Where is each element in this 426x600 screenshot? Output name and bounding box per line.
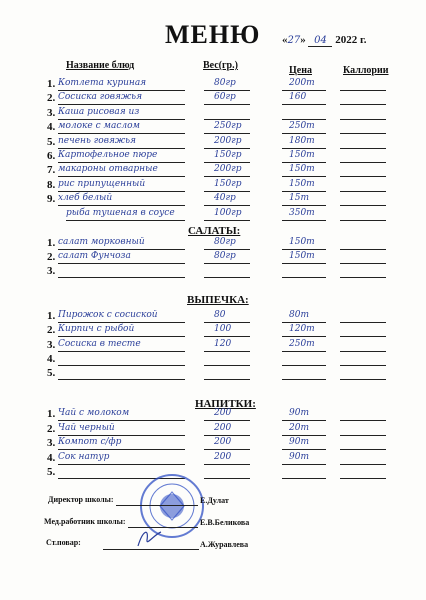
- dish-name: Сосиска говяжья: [58, 92, 143, 103]
- dish-price: 150т: [289, 164, 315, 175]
- price-underline: [282, 277, 326, 278]
- weight-underline: [204, 478, 250, 479]
- weight-underline: [204, 322, 250, 323]
- name-underline: [58, 176, 185, 177]
- row-number: 6.: [47, 150, 56, 162]
- dish-weight: 100: [214, 324, 232, 335]
- calories-underline: [340, 449, 386, 450]
- director-signature-line: [116, 505, 198, 506]
- name-underline: [58, 449, 185, 450]
- weight-underline: [204, 379, 250, 380]
- name-underline: [58, 435, 185, 436]
- dish-price: 120т: [289, 324, 315, 335]
- calories-underline: [340, 148, 386, 149]
- row-number: 7.: [47, 164, 56, 177]
- dish-name: Пирожок с сосиской: [58, 310, 158, 320]
- price-underline: [282, 365, 326, 366]
- calories-underline: [340, 104, 386, 105]
- date-year: 2022 г.: [335, 34, 367, 46]
- dish-weight: 150гр: [214, 150, 242, 160]
- dish-price: 15т: [289, 193, 309, 204]
- row-number: 4.: [47, 121, 56, 134]
- dish-name: печень говяжья: [58, 135, 136, 146]
- calories-underline: [340, 205, 386, 206]
- calories-underline: [340, 191, 386, 192]
- price-underline: [282, 133, 326, 134]
- column-name-header: Название блюд: [66, 60, 135, 71]
- column-calories-header: Каллории: [343, 65, 389, 76]
- name-underline: [58, 365, 185, 366]
- dish-price: 90т: [289, 437, 309, 447]
- price-underline: [282, 336, 326, 337]
- name-underline: [58, 191, 185, 192]
- row-number: 3.: [47, 437, 56, 449]
- calories-underline: [340, 220, 386, 221]
- date-day: 27: [287, 35, 301, 46]
- dish-weight: 100гр: [214, 207, 242, 218]
- name-underline: [58, 277, 185, 278]
- weight-underline: [204, 351, 250, 352]
- dish-name: макароны отварные: [58, 164, 158, 175]
- calories-underline: [340, 162, 386, 163]
- calories-underline: [340, 464, 386, 465]
- price-underline: [282, 249, 326, 250]
- dish-weight: 200: [214, 437, 232, 447]
- dish-weight: 80: [214, 310, 226, 320]
- cook-name: А.Журавлева: [200, 540, 249, 549]
- weight-underline: [204, 435, 250, 436]
- weight-underline: [204, 205, 250, 206]
- calories-underline: [340, 90, 386, 91]
- row-number: 5.: [47, 367, 56, 380]
- cook-signature: [135, 526, 165, 550]
- dish-weight: 200: [214, 451, 232, 462]
- weight-underline: [204, 249, 250, 250]
- name-underline: [58, 249, 185, 250]
- price-underline: [282, 263, 326, 264]
- director-name: Е.Дулат: [200, 496, 229, 505]
- calories-underline: [340, 176, 386, 177]
- row-number: 5.: [47, 135, 56, 148]
- row-number: 3.: [47, 338, 56, 351]
- calories-underline: [340, 119, 386, 120]
- dish-price: 250т: [289, 121, 315, 132]
- dish-price: 150т: [289, 237, 315, 247]
- price-underline: [282, 191, 326, 192]
- calories-underline: [340, 351, 386, 352]
- name-underline: [58, 351, 185, 352]
- weight-underline: [204, 133, 250, 134]
- weight-underline: [204, 464, 250, 465]
- name-underline: [58, 90, 185, 91]
- weight-underline: [204, 176, 250, 177]
- calories-underline: [340, 322, 386, 323]
- weight-underline: [204, 449, 250, 450]
- name-underline: [58, 322, 185, 323]
- row-number: 1.: [47, 408, 56, 420]
- dish-price: 20т: [289, 422, 309, 433]
- row-number: 3.: [47, 106, 56, 119]
- dish-price: 250т: [289, 338, 315, 349]
- row-number: 5.: [47, 466, 56, 478]
- calories-underline: [340, 263, 386, 264]
- row-number: 9.: [47, 193, 56, 206]
- weight-underline: [204, 420, 250, 421]
- weight-underline: [204, 104, 250, 105]
- dish-name: рис припущенный: [58, 178, 146, 189]
- dish-price: 160: [289, 92, 307, 103]
- name-underline: [58, 263, 185, 264]
- name-underline: [58, 336, 185, 337]
- name-underline: [58, 379, 185, 380]
- cook-label: Ст.повар:: [46, 538, 81, 547]
- dish-name: Чай с молоком: [58, 408, 130, 418]
- med-name: Е.В.Беликова: [200, 518, 250, 527]
- name-underline: [58, 133, 185, 134]
- med-label: Мед.работник школы:: [44, 517, 126, 526]
- weight-underline: [204, 119, 250, 120]
- dish-weight: 80гр: [214, 237, 236, 247]
- dish-weight: 80гр: [214, 78, 236, 88]
- dish-weight: 60гр: [214, 92, 236, 103]
- weight-underline: [204, 90, 250, 91]
- name-underline: [58, 148, 185, 149]
- dish-weight: 200гр: [214, 164, 242, 175]
- name-underline: [58, 104, 185, 105]
- dish-name: салат Фунчоза: [58, 251, 131, 261]
- dish-name: Котлета куриная: [58, 78, 147, 88]
- price-underline: [282, 119, 326, 120]
- dish-name: рыба тушеная в соусе: [66, 207, 175, 218]
- price-underline: [282, 90, 326, 91]
- date-month: 04: [308, 35, 332, 47]
- dish-name: Чай черный: [58, 422, 115, 433]
- calories-underline: [340, 379, 386, 380]
- weight-underline: [204, 148, 250, 149]
- price-underline: [282, 478, 326, 479]
- dish-price: 150т: [289, 150, 315, 160]
- name-underline: [58, 119, 185, 120]
- price-underline: [282, 104, 326, 105]
- price-underline: [282, 322, 326, 323]
- dish-price: 200т: [289, 78, 315, 88]
- calories-underline: [340, 277, 386, 278]
- salads-section-title: САЛАТЫ:: [188, 225, 241, 237]
- row-number: 4.: [47, 451, 56, 464]
- dish-price: 90т: [289, 408, 309, 418]
- calories-underline: [340, 336, 386, 337]
- dish-price: 80т: [289, 310, 309, 320]
- dish-name: Сосиска в тесте: [58, 338, 141, 349]
- dish-name: Сок натур: [58, 451, 110, 462]
- calories-underline: [340, 420, 386, 421]
- weight-underline: [204, 263, 250, 264]
- dish-weight: 120: [214, 338, 232, 349]
- calories-underline: [340, 478, 386, 479]
- row-number: 1.: [47, 310, 56, 322]
- row-number: 2.: [47, 324, 56, 337]
- row-number: 2.: [47, 422, 56, 435]
- dish-price: 150т: [289, 178, 315, 189]
- price-underline: [282, 205, 326, 206]
- column-weight-header: Вес(гр.): [203, 60, 238, 71]
- calories-underline: [340, 365, 386, 366]
- price-underline: [282, 162, 326, 163]
- price-underline: [282, 220, 326, 221]
- weight-underline: [204, 220, 250, 221]
- row-number: 1.: [47, 237, 56, 249]
- price-underline: [282, 420, 326, 421]
- menu-date: «27» 04 2022 г.: [282, 34, 367, 46]
- dish-price: 90т: [289, 451, 309, 462]
- price-underline: [282, 379, 326, 380]
- price-underline: [282, 351, 326, 352]
- dish-weight: 200гр: [214, 135, 242, 146]
- name-underline: [58, 205, 185, 206]
- dish-name: Каша рисовая из: [58, 106, 140, 117]
- dish-name: хлеб белый: [58, 193, 113, 204]
- dish-name: Компот с/фр: [58, 437, 122, 447]
- price-underline: [282, 449, 326, 450]
- bakery-section-title: ВЫПЕЧКА:: [187, 294, 249, 306]
- dish-name: салат морковный: [58, 237, 145, 247]
- weight-underline: [204, 336, 250, 337]
- row-number: 8.: [47, 178, 56, 191]
- calories-underline: [340, 133, 386, 134]
- dish-weight: 40гр: [214, 193, 236, 204]
- name-underline: [58, 420, 185, 421]
- dish-name: Картофельное пюре: [58, 150, 158, 160]
- weight-underline: [204, 365, 250, 366]
- row-number: 2.: [47, 251, 56, 263]
- row-number: 2.: [47, 92, 56, 105]
- weight-underline: [204, 277, 250, 278]
- menu-title: МЕНЮ: [165, 20, 261, 49]
- dish-weight: 250гр: [214, 121, 242, 132]
- calories-underline: [340, 249, 386, 250]
- dish-price: 180т: [289, 135, 315, 146]
- name-underline: [58, 464, 185, 465]
- price-underline: [282, 176, 326, 177]
- row-number: 3.: [47, 265, 56, 277]
- price-underline: [282, 435, 326, 436]
- name-underline: [66, 220, 185, 221]
- row-number: 4.: [47, 352, 56, 365]
- dish-name: молоке с маслом: [58, 121, 140, 132]
- price-underline: [282, 148, 326, 149]
- dish-name: Кирпич с рыбой: [58, 324, 135, 335]
- dish-price: 150т: [289, 251, 315, 261]
- dish-weight: 80гр: [214, 251, 236, 261]
- weight-underline: [204, 162, 250, 163]
- dish-weight: 150гр: [214, 178, 242, 189]
- price-underline: [282, 464, 326, 465]
- drinks-section-title: НАПИТКИ:: [195, 398, 256, 410]
- director-label: Директор школы:: [48, 495, 114, 504]
- row-number: 1.: [47, 78, 56, 90]
- weight-underline: [204, 191, 250, 192]
- dish-weight: 200: [214, 422, 232, 433]
- dish-weight: 200: [214, 408, 232, 418]
- calories-underline: [340, 435, 386, 436]
- name-underline: [58, 162, 185, 163]
- dish-price: 350т: [289, 207, 315, 218]
- column-price-header: Цена: [289, 65, 312, 76]
